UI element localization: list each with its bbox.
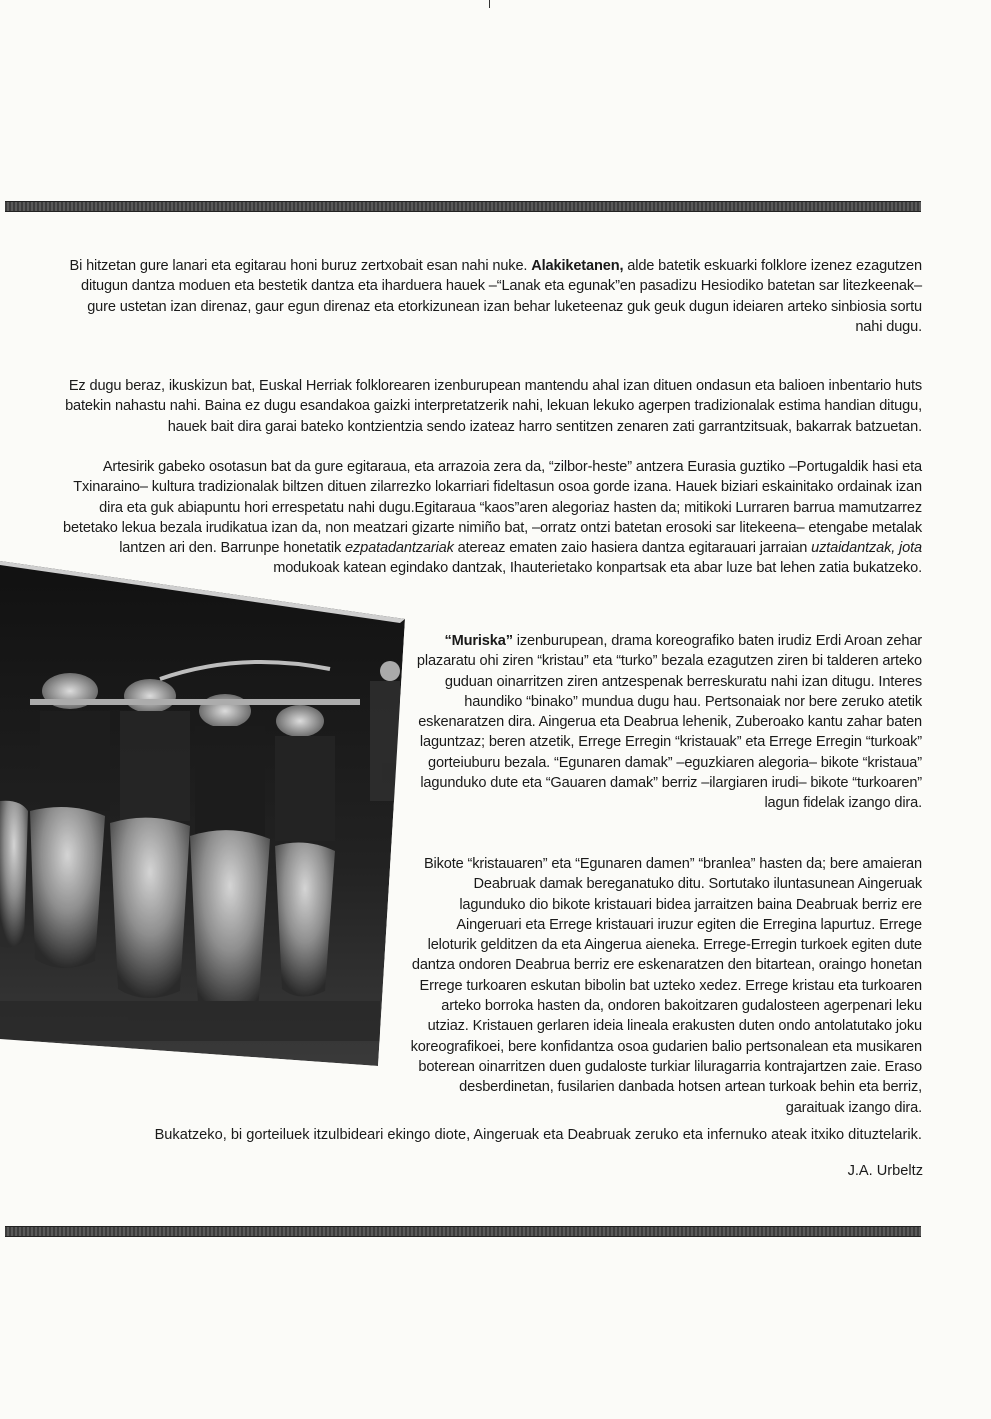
battle-paragraph: Bikote “kristauaren” eta “Egunaren damen” “branlea” hasten da; bere amaieran Deabruak damak bereganatuko ditu. Sortutako iluntasunean Aingeruak lagunduko dio bikote kristauari bidea jarraitzen baina Deabruak berriz ere Aingeruari eta Errege kristauari iruzur egiten die Erregina lapurtuz. Errege leloturik gelditzen da eta Aingerua aieneka. Errege-Erregin turkoek egiten dute dantza ondoren Deabrua berriz ere eskenaratzen den bitartean, oraingo honetan Errege turkoaren eskutan bibolin bat uzteko xedez. Errege kristau eta turkoaren arteko borroka hasten da, ondoren bakoitzaren gudalosteen agerpenari leku utziaz. Kristauen gerlaren ideia lineala erakusten duten ondo antolatutako joku koreografikoei, bere konfidantza osoa gudarien balio pertsonalean eta musikaren boterean oinarritzen duen gudaloste turkiar liluragarria kontrajartzen zaie. Eraso desberdinetan, fusilarien danbada hotsen artean turkoak behin eta berriz, garaituak izango dira.: [410, 856, 922, 1116]
dancers-photo: [0, 561, 440, 1081]
intro-paragraph: Bi hitzetan gure lanari eta egitarau honi buruz zertxobait esan nahi nuke. Alakiketanen, alde batetik eskuarki folklore izenez ezagutzen ditugun dantza moduen eta bestetik dantza eta iharduera hauek –“Lanak eta egunak”en pasadizu Hesiodiko batetan sar litezkeenak– gure ustetan izan direnaz, gaur egun direnaz eta etorkizunean izan behar luketeenaz guk geuk dugun ideiaren arteko sinbiosia sortu nahi dugu.: [69, 258, 922, 335]
folklore-paragraph: Ez dugu beraz, ikuskizun bat, Euskal Herriak folklorearen izenburupean mantendu ahal izan dituen ondasun eta balioen inbentario huts batekin nahastu nahi. Baina ez dugu esandakoa gaizki interpretatzerik nahi, lekuan lekuko agerpen tradizionalak estima handian ditugu, hauek bait dira garai bateko kontzientzia sendo izateaz harro sentitzen zenaren zati garrantzitsuak, bakarrak batzuetan.: [65, 378, 922, 435]
bottom-divider: [5, 1226, 921, 1237]
program-paragraph: Artesirik gabeko osotasun bat da gure egitaraua, eta arrazoia zera da, “zilbor-heste” antzera Eurasia guztiko –Portugaldik hasi eta Txinaraino– kultura tradizionalak biltzen dituen zilarrezko lokarriari fideltasun osoa gorde izana. Hauek biziari eskainitako ordainak izan dira eta guk abiapuntu hori errespetatu nahi dugu.Egitaraua “kaos”aren alegoriaz hasten da; mitikoki Lurraren barrua mamutzarrez betetako lekua bezala irudikatua izan da, non meatzari gizarte nimiño bat, –orratz ontzi batetan erosoki sar litekeena– etengabe metalak lantzen ari den. Barrunpe honetatik ezpatadantzariak atereaz ematen zaio hasiera dantza egitarauari jarraian uztaidantzak, jota modukoak katean egindako dantzak, Ihauterietako konpartsak eta abar luze bat lehen zatia bukatzeko.: [62, 459, 922, 577]
author-signature: J.A. Urbeltz: [847, 1163, 923, 1179]
top-crop-mark: [489, 0, 490, 8]
closing-paragraph: Bukatzeko, bi gorteiluek itzulbideari ekingo diote, Aingeruak eta Deabruak zeruko eta infernuko ateak itxiko dituztelarik.: [154, 1127, 922, 1143]
muriska-paragraph: “Muriska” izenburupean, drama koreografiko baten irudiz Erdi Aroan zehar plazaratu ohi ziren “kristau” eta “turko” bezala ezagutzen ziren bi talderen arteko guduan oinarritzen ziren antzespenak berreskuratu nahi izan ditugu. Interes haundiko “binako” mundua dugu hau. Pertsonaiak nor bere zeruko atetik eskenaratzen dira. Aingerua eta Deabrua lehenik, Zuberoako kantu zahar baten laguntzaz; beren atzetik, Errege Erregin “kristauak” eta Errege Erregin “turkoak” gorteiuburu bezala. “Egunaren damak” –eguzkiaren alegoria– bikote “kristaua” lagunduko dute eta “Gauaren damak” berriz –ilargiaren irudi– bikote “turkoaren” lagun fidelak izango dira.: [416, 633, 922, 812]
top-divider: [5, 201, 921, 212]
dancers-photo-image: [0, 561, 440, 1081]
